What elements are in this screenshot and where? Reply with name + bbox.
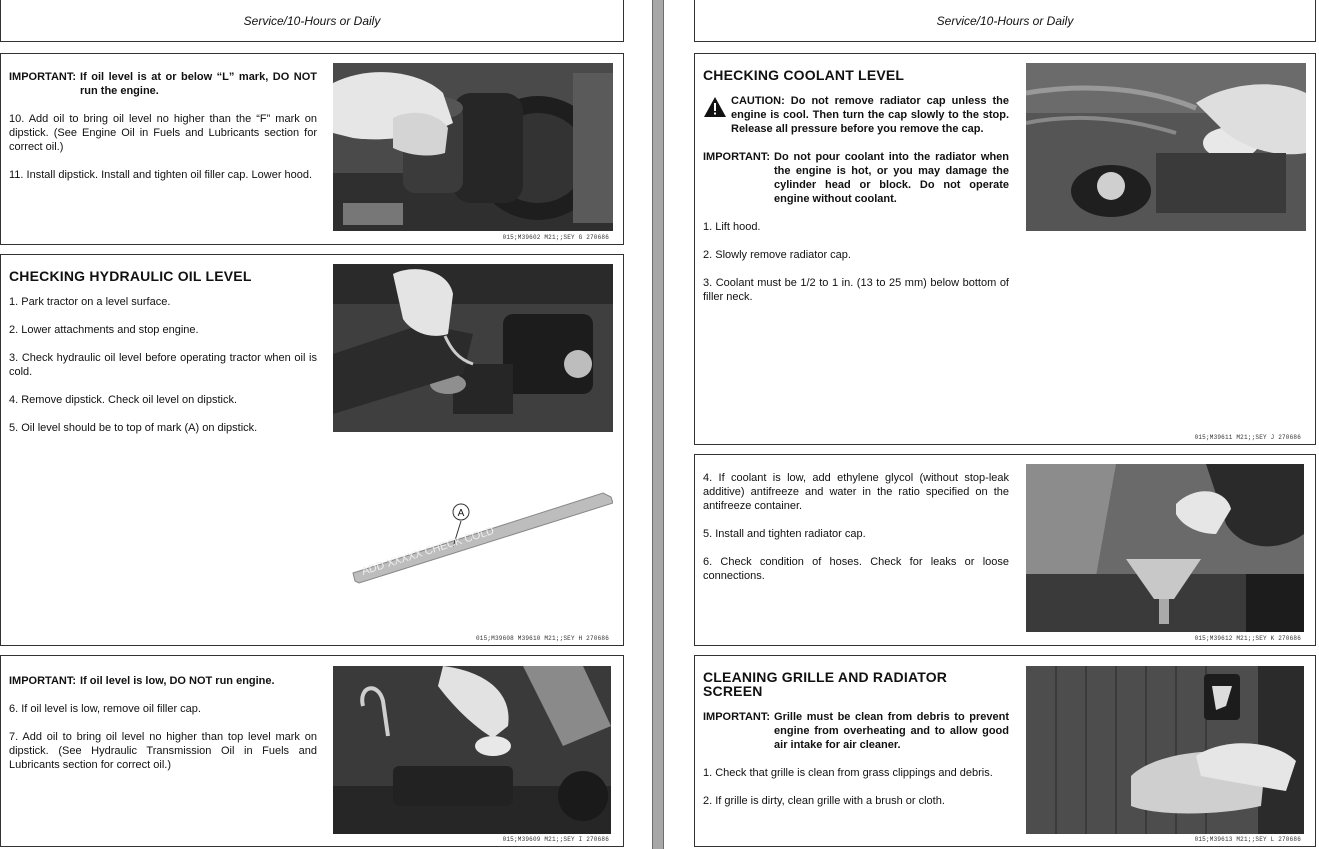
engine-oil-photo — [333, 63, 613, 231]
hydraulic-fill-photo — [333, 666, 611, 834]
important-note: IMPORTANT: Do not pour coolant into the radiator when the engine is hot, or you may damage the cylinder head or block. Do not operate engine without coolant. — [703, 151, 1009, 205]
step-item: 4. If coolant is low, add ethylene glycol (without stop-leak additive) antifreeze and water in the ratio specified on the antifreeze container. — [703, 472, 1009, 512]
step-11: 11. Install dipstick. Install and tighten oil filler cap. Lower hood. — [9, 169, 313, 181]
header-title: Service/10-Hours or Daily — [936, 13, 1074, 28]
left-page — [0, 0, 652, 849]
step-item: 2. If grille is dirty, clean grille with a brush or cloth. — [703, 795, 945, 807]
coolant-pour-photo — [1026, 464, 1304, 632]
step-item: 6. Check condition of hoses. Check for leaks or loose connections. — [703, 556, 1009, 582]
figure-caption: 015;M39611 M21;;SEY J 270686 — [1194, 434, 1301, 441]
dipstick-label: ADD XXXXX CHECK COLD — [360, 524, 496, 578]
engine-oil-panel — [0, 53, 624, 245]
step-item: 1. Check that grille is clean from grass clippings and debris. — [703, 767, 993, 779]
step-item: 2. Lower attachments and stop engine. — [9, 324, 199, 336]
coolant-level-panel — [694, 53, 1316, 445]
hydraulic-dipstick-photo — [333, 264, 613, 432]
important-note: IMPORTANT: If oil level is at or below “L” mark, DO NOT run the engine. — [9, 71, 317, 97]
figure-caption: 015;M39613 M21;;SEY L 270686 — [1194, 836, 1301, 843]
dipstick-diagram — [333, 445, 613, 613]
header-title: Service/10-Hours or Daily — [243, 13, 381, 28]
step-item: 3. Check hydraulic oil level before operating tractor when oil is cold. — [9, 352, 317, 378]
figure-caption: 015;M39602 M21;;SEY G 270686 — [502, 234, 609, 241]
step-item: 1. Lift hood. — [703, 221, 761, 233]
warning-icon — [703, 94, 731, 136]
step-item: 5. Oil level should be to top of mark (A) on dipstick. — [9, 422, 258, 434]
figure-caption: 015;M39608 M39610 M21;;SEY H 270686 — [475, 635, 609, 642]
page-gutter — [652, 0, 664, 849]
section-heading: CHECKING HYDRAULIC OIL LEVEL — [9, 268, 252, 284]
caution-note: CAUTION: Do not remove radiator cap unless the engine is cool. Then turn the cap slowly to the stop. Release all pressure before you remove the cap. — [703, 94, 1009, 136]
page-header — [0, 0, 624, 42]
step-item: 5. Install and tighten radiator cap. — [703, 528, 866, 540]
figure-caption: 015;M39609 M21;;SEY I 270686 — [502, 836, 609, 843]
step-10: 10. Add oil to bring oil level no higher than the “F” mark on dipstick. (See Engine Oil in Fuels and Lubricants section for correct oil.) — [9, 113, 317, 153]
right-page — [664, 0, 1319, 849]
step-7: 7. Add oil to bring oil level no higher than top level mark on dipstick. (See Hydraulic Transmission Oil in Fuels and Lubricants section for correct oil.) — [9, 731, 317, 771]
step-item: 3. Coolant must be 1/2 to 1 in. (13 to 25 mm) below bottom of filler neck. — [703, 277, 1009, 303]
step-item: 4. Remove dipstick. Check oil level on dipstick. — [9, 394, 238, 406]
section-heading: CHECKING COOLANT LEVEL — [703, 67, 905, 83]
page-header — [694, 0, 1316, 42]
radiator-cap-photo — [1026, 63, 1306, 231]
section-heading: CLEANING GRILLE AND RADIATOR SCREEN — [703, 669, 948, 699]
step-item: 1. Park tractor on a level surface. — [9, 296, 171, 308]
hydraulic-fill-panel — [0, 655, 624, 847]
grille-cleaning-panel — [694, 655, 1316, 847]
coolant-fill-panel — [694, 454, 1316, 646]
callout-a: A — [457, 508, 465, 519]
important-note: IMPORTANT: If oil level is low, DO NOT run engine. — [9, 675, 275, 687]
hydraulic-oil-panel — [0, 254, 624, 646]
step-6: 6. If oil level is low, remove oil filler cap. — [9, 703, 201, 715]
figure-caption: 015;M39612 M21;;SEY K 270686 — [1194, 635, 1301, 642]
important-note: IMPORTANT: Grille must be clean from debris to prevent engine from overheating and to allow good air intake for air cleaner. — [703, 711, 1009, 751]
step-item: 2. Slowly remove radiator cap. — [703, 249, 851, 261]
grille-photo — [1026, 666, 1304, 834]
